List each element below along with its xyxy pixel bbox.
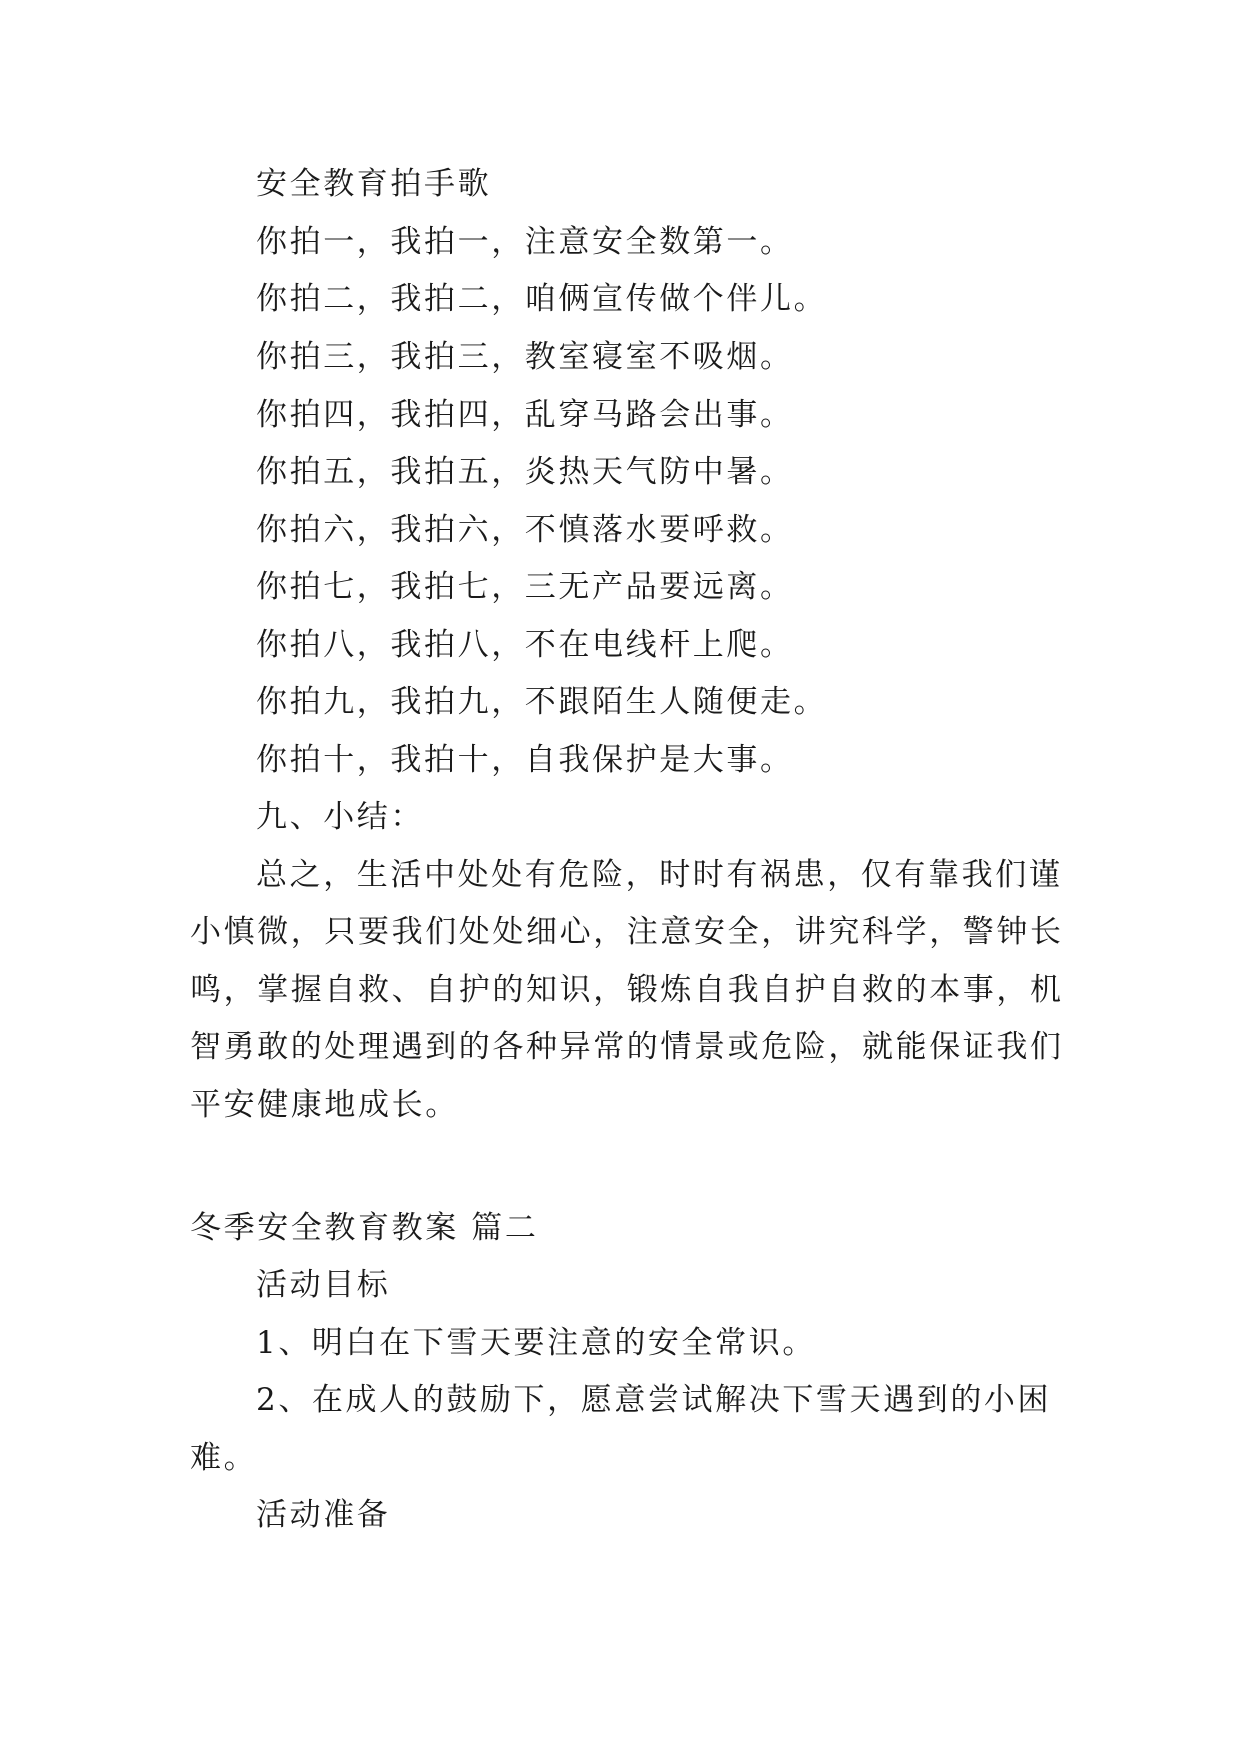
summary-line-1: 总之，生活中处处有危险，时时有祸患，仅有靠我们谨 (256, 857, 1063, 893)
summary-line-5: 平安健康地成长。 (190, 1087, 459, 1123)
section-title: 冬季安全教育教案 篇二 (190, 1210, 539, 1246)
song-title: 安全教育拍手歌 (256, 166, 492, 202)
goal-item-2-line-2: 难。 (190, 1440, 258, 1476)
song-line-8: 你拍八，我拍八，不在电线杆上爬。 (256, 627, 794, 663)
song-line-9: 你拍九，我拍九，不跟陌生人随便走。 (256, 684, 828, 720)
song-line-7: 你拍七，我拍七，三无产品要远离。 (256, 569, 794, 605)
song-line-5: 你拍五，我拍五，炎热天气防中暑。 (256, 454, 794, 490)
song-line-3: 你拍三，我拍三，教室寝室不吸烟。 (256, 339, 794, 375)
summary-line-4: 智勇敢的处理遇到的各种异常的情景或危险，就能保证我们 (190, 1029, 1064, 1065)
song-line-2: 你拍二，我拍二，咱俩宣传做个伴儿。 (256, 281, 828, 317)
prep-heading: 活动准备 (256, 1497, 391, 1533)
song-line-10: 你拍十，我拍十，自我保护是大事。 (256, 742, 794, 778)
goal-heading: 活动目标 (256, 1267, 391, 1303)
song-line-4: 你拍四，我拍四，乱穿马路会出事。 (256, 397, 794, 433)
goal-item-1: 1、明白在下雪天要注意的安全常识。 (256, 1325, 816, 1361)
summary-line-2: 小慎微，只要我们处处细心，注意安全，讲究科学，警钟长 (190, 914, 1064, 950)
song-line-1: 你拍一，我拍一，注意安全数第一。 (256, 224, 794, 260)
goal-item-2-line-1: 2、在成人的鼓励下，愿意尝试解决下雪天遇到的小困 (256, 1382, 1052, 1418)
song-line-6: 你拍六，我拍六，不慎落水要呼救。 (256, 512, 794, 548)
summary-heading: 九、小结： (256, 799, 424, 835)
summary-line-3: 鸣，掌握自救、自护的知识，锻炼自我自护自救的本事，机 (190, 972, 1064, 1008)
